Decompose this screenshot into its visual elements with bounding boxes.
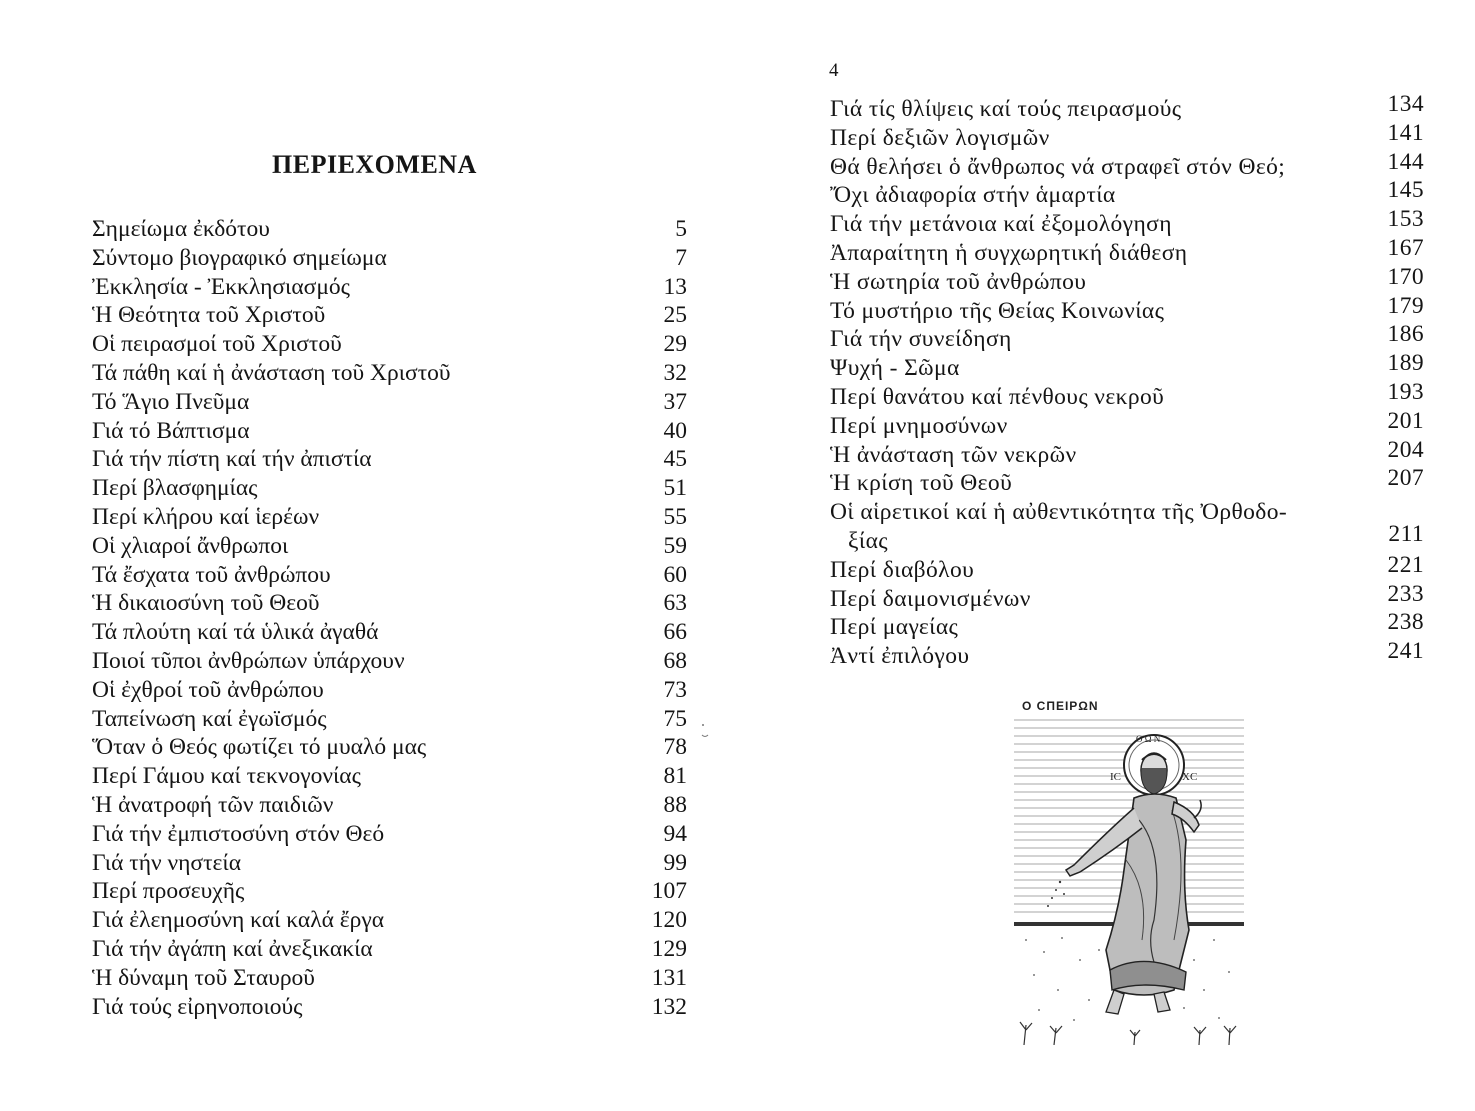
toc-entry-page: 170: [1387, 263, 1424, 290]
toc-entry: [92, 301, 687, 330]
toc-entry-title: Περί Γάμου καί τεκνογονίας: [92, 763, 361, 790]
icon-letters-right: XC: [1182, 771, 1198, 783]
toc-entry-title: Ἡ ἀνατροφή τῶν παιδιῶν: [92, 791, 334, 818]
toc-entry: [92, 705, 687, 734]
toc-entry-page: 201: [1387, 407, 1424, 434]
toc-entry-page: 59: [663, 532, 687, 559]
toc-entry-title: Περί μνημοσύνων: [830, 412, 1008, 439]
toc-entry-page: 68: [663, 647, 687, 674]
toc-entry-title: Γιά τήν ἐμπιστοσύνη στόν Θεό: [92, 820, 385, 847]
toc-entry: [830, 119, 1424, 153]
toc-entry-page: 40: [663, 417, 687, 444]
toc-entry-title: Ποιοί τῦποι ἀνθρώπων ὑπάρχουν: [92, 647, 405, 674]
toc-entry-page: 13: [663, 273, 687, 300]
toc-title: ΠΕΡΙΕΧΟΜΕΝΑ: [272, 150, 477, 179]
toc-entry: [92, 474, 687, 503]
toc-entry: [92, 445, 687, 474]
toc-entry-page: 233: [1387, 580, 1424, 607]
toc-entry: [92, 215, 687, 244]
toc-entry: [92, 676, 687, 705]
toc-entry: [830, 465, 1424, 498]
toc-entry-page: 7: [675, 244, 687, 271]
toc-entry-page: 45: [663, 446, 687, 473]
toc-right-column: [830, 91, 1424, 671]
toc-entry-title: Ἡ δικαιοσύνη τοῦ Θεοῦ: [92, 590, 320, 617]
toc-entry: [92, 244, 687, 273]
toc-entry-page: 37: [663, 388, 687, 415]
toc-entry: [92, 993, 687, 1022]
toc-entry-title: Περί βλασφημίας: [92, 475, 258, 502]
toc-entry-title: Γιά τήν πίστη καί τήν ἀπιστία: [92, 446, 372, 473]
toc-entry-title: Γιά τίς θλίψεις καί τούς πειρασμούς: [830, 96, 1182, 122]
toc-entry: [92, 820, 687, 849]
toc-entry-title: Περί διαβόλου: [830, 556, 975, 583]
toc-entry-page: 120: [651, 907, 687, 934]
toc-entry: [830, 292, 1424, 326]
toc-entry-title: Ἡ δύναμη τοῦ Σταυροῦ: [92, 964, 315, 991]
toc-entry: [92, 877, 687, 906]
page-number: 4: [829, 60, 839, 81]
toc-entry-title: Ψυχή - Σῶμα: [830, 355, 960, 382]
toc-entry-page: 241: [1387, 638, 1424, 665]
toc-entry-page: 78: [663, 734, 687, 761]
toc-entry-title: Περί δαιμονισμένων: [830, 585, 1031, 612]
scan-speck: [700, 722, 710, 740]
toc-entry: [92, 330, 687, 359]
toc-entry-title: Περί δεξιῶν λογισμῶν: [830, 124, 1050, 151]
toc-entry-page: 5: [675, 216, 687, 242]
toc-entry-title: Οἱ αἱρετικοί καί ἡ αὐθεντικότητα τῆς Ὀρθοδο-: [830, 499, 1288, 526]
toc-entry-page: 186: [1387, 321, 1424, 348]
toc-entry: [92, 589, 687, 618]
toc-entry-title: Ὄχι ἀδιαφορία στήν ἁμαρτία: [830, 182, 1116, 209]
toc-entry: [92, 273, 687, 302]
toc-entry-title: Ἡ κρίση τοῦ Θεοῦ: [830, 470, 1013, 497]
toc-entry-title: Ἀντί ἐπιλόγου: [830, 643, 970, 670]
toc-entry-title: Ὅταν ὁ Θεός φωτίζει τό μυαλό μας: [92, 734, 427, 761]
toc-entry: [92, 647, 687, 676]
toc-entry-page: 141: [1387, 119, 1424, 146]
toc-entry-page: 132: [651, 993, 687, 1020]
toc-entry-page: 145: [1387, 177, 1424, 204]
toc-entry-title: Γιά τό Βάπτισμα: [92, 417, 250, 444]
toc-entry-title: Γιά τήν νηστεία: [92, 849, 242, 876]
toc-entry-title: Τά ἔσχατα τοῦ ἀνθρώπου: [92, 561, 331, 588]
toc-entry-page: 73: [663, 676, 687, 703]
toc-entry-title: Περί προσευχῆς: [92, 878, 245, 905]
toc-entry: [830, 638, 1424, 671]
toc-entry-title: Σημείωμα ἐκδότου: [92, 216, 270, 242]
toc-entry: [830, 148, 1424, 182]
toc-entry: [92, 964, 687, 993]
toc-entry-page: 25: [663, 302, 687, 329]
toc-entry: [830, 263, 1424, 297]
toc-entry: [92, 849, 687, 878]
toc-entry-title: Γιά τούς εἰρηνοποιούς: [92, 993, 303, 1020]
toc-entry: [92, 618, 687, 647]
toc-entry: [830, 350, 1424, 383]
toc-entry-page: 193: [1387, 378, 1424, 405]
icon-letters-left: IC: [1110, 771, 1121, 783]
toc-entry-title: Γιά τήν συνείδηση: [830, 326, 1012, 353]
toc-entry-title: Περί μαγείας: [830, 614, 959, 641]
toc-entry-title: Σύντομο βιογραφικό σημείωμα: [92, 244, 387, 271]
toc-entry-title: Ἡ ἀνάσταση τῶν νεκρῶν: [830, 441, 1077, 468]
toc-entry: [830, 498, 1424, 554]
toc-entry-page: 60: [663, 561, 687, 588]
toc-entry-page: 51: [663, 475, 687, 502]
toc-entry-page: 189: [1387, 350, 1424, 377]
toc-entry: [830, 177, 1424, 210]
toc-entry: [92, 561, 687, 590]
toc-entry-page: 81: [663, 763, 687, 790]
toc-entry-title: Τό μυστήριο τῆς Θείας Κοινωνίας: [830, 297, 1165, 324]
icon-caption: Ο СПЕІРΩΝ: [1022, 699, 1099, 713]
toc-entry-page: 107: [651, 878, 687, 905]
toc-entry: [830, 321, 1424, 354]
toc-entry: [830, 551, 1424, 585]
toc-entry-title-continuation: ξίας: [848, 527, 889, 554]
toc-entry-title: Ἀπαραίτητη ἡ συγχωρητική διάθεση: [830, 239, 1188, 266]
toc-entry-page: 63: [663, 590, 687, 617]
toc-entry-title: Γιά τήν μετάνοια καί ἐξομολόγηση: [830, 211, 1172, 238]
toc-entry: [92, 935, 687, 964]
toc-entry-title: Περί θανάτου καί πένθους νεκροῦ: [830, 383, 1165, 410]
toc-entry-title: Οἱ πειρασμοί τοῦ Χριστοῦ: [92, 331, 342, 358]
toc-entry: [92, 733, 687, 762]
toc-entry-page: 129: [651, 935, 687, 962]
toc-entry-page: 32: [663, 359, 687, 386]
toc-entry-page: 221: [1387, 551, 1424, 578]
toc-entry-page: 179: [1387, 292, 1424, 319]
toc-entry-title: Ἡ Θεότητα τοῦ Χριστοῦ: [92, 302, 326, 329]
toc-entry: [830, 378, 1424, 412]
toc-entry: [92, 762, 687, 791]
toc-entry-page: 153: [1387, 206, 1424, 233]
toc-entry: [92, 906, 687, 935]
toc-entry-title: Οἱ χλιαροί ἄνθρωποι: [92, 532, 289, 559]
toc-entry-title: Τά πλούτη καί τά ὑλικά ἀγαθά: [92, 619, 379, 646]
toc-entry: [92, 359, 687, 388]
toc-entry: [830, 436, 1424, 470]
toc-entry: [830, 609, 1424, 642]
toc-left-column: [92, 215, 687, 1021]
toc-entry: [92, 417, 687, 446]
toc-entry-page: 131: [651, 964, 687, 991]
toc-entry-title: Τά πάθη καί ἡ ἀνάσταση τοῦ Χριστοῦ: [92, 359, 451, 386]
toc-entry-title: Τό Ἅγιο Πνεῦμα: [92, 388, 250, 415]
toc-entry-page: 204: [1387, 436, 1424, 463]
toc-entry-title: Ἐκκλησία - Ἐκκλησιασμός: [92, 273, 350, 300]
toc-entry: [830, 234, 1424, 268]
toc-entry: [92, 532, 687, 561]
sower-icon: [1014, 690, 1244, 1045]
toc-entry-page: 94: [663, 820, 687, 847]
toc-entry: [830, 580, 1424, 614]
toc-entry-title: Γιά τήν ἀγάπη καί ἀνεξικακία: [92, 935, 373, 962]
toc-entry-page: 99: [663, 849, 687, 876]
toc-entry: [92, 503, 687, 532]
toc-entry-title: Οἱ ἐχθροί τοῦ ἀνθρώπου: [92, 676, 324, 703]
toc-entry-page: 211: [1388, 521, 1424, 548]
icon-halo-letters: Ο Ω Ν: [1136, 734, 1161, 744]
toc-entry-page: 88: [663, 791, 687, 818]
toc-entry-page: 75: [663, 705, 687, 732]
toc-entry-page: 167: [1387, 234, 1424, 261]
toc-entry-title: Γιά ἐλεημοσύνη καί καλά ἔργα: [92, 907, 385, 934]
toc-entry: [830, 407, 1424, 441]
toc-entry-page: 55: [663, 503, 687, 530]
toc-entry-page: 207: [1387, 465, 1424, 492]
toc-entry: [830, 206, 1424, 239]
toc-entry-page: 134: [1387, 91, 1424, 117]
toc-entry: [92, 388, 687, 417]
toc-entry: [92, 791, 687, 820]
toc-entry-title: Ταπείνωση καί ἐγωϊσμός: [92, 705, 327, 732]
toc-entry-page: 66: [663, 619, 687, 646]
toc-entry-page: 29: [663, 331, 687, 358]
toc-entry-title: Ἡ σωτηρία τοῦ ἀνθρώπου: [830, 268, 1087, 295]
toc-entry-title: Περί κλήρου καί ἱερέων: [92, 503, 320, 530]
toc-entry-page: 144: [1387, 148, 1424, 175]
toc-entry-page: 238: [1387, 609, 1424, 636]
toc-entry-title: Θά θελήσει ὁ ἄνθρωπος νά στραφεῖ στόν Θεό;: [830, 153, 1286, 180]
toc-entry: [830, 91, 1424, 124]
